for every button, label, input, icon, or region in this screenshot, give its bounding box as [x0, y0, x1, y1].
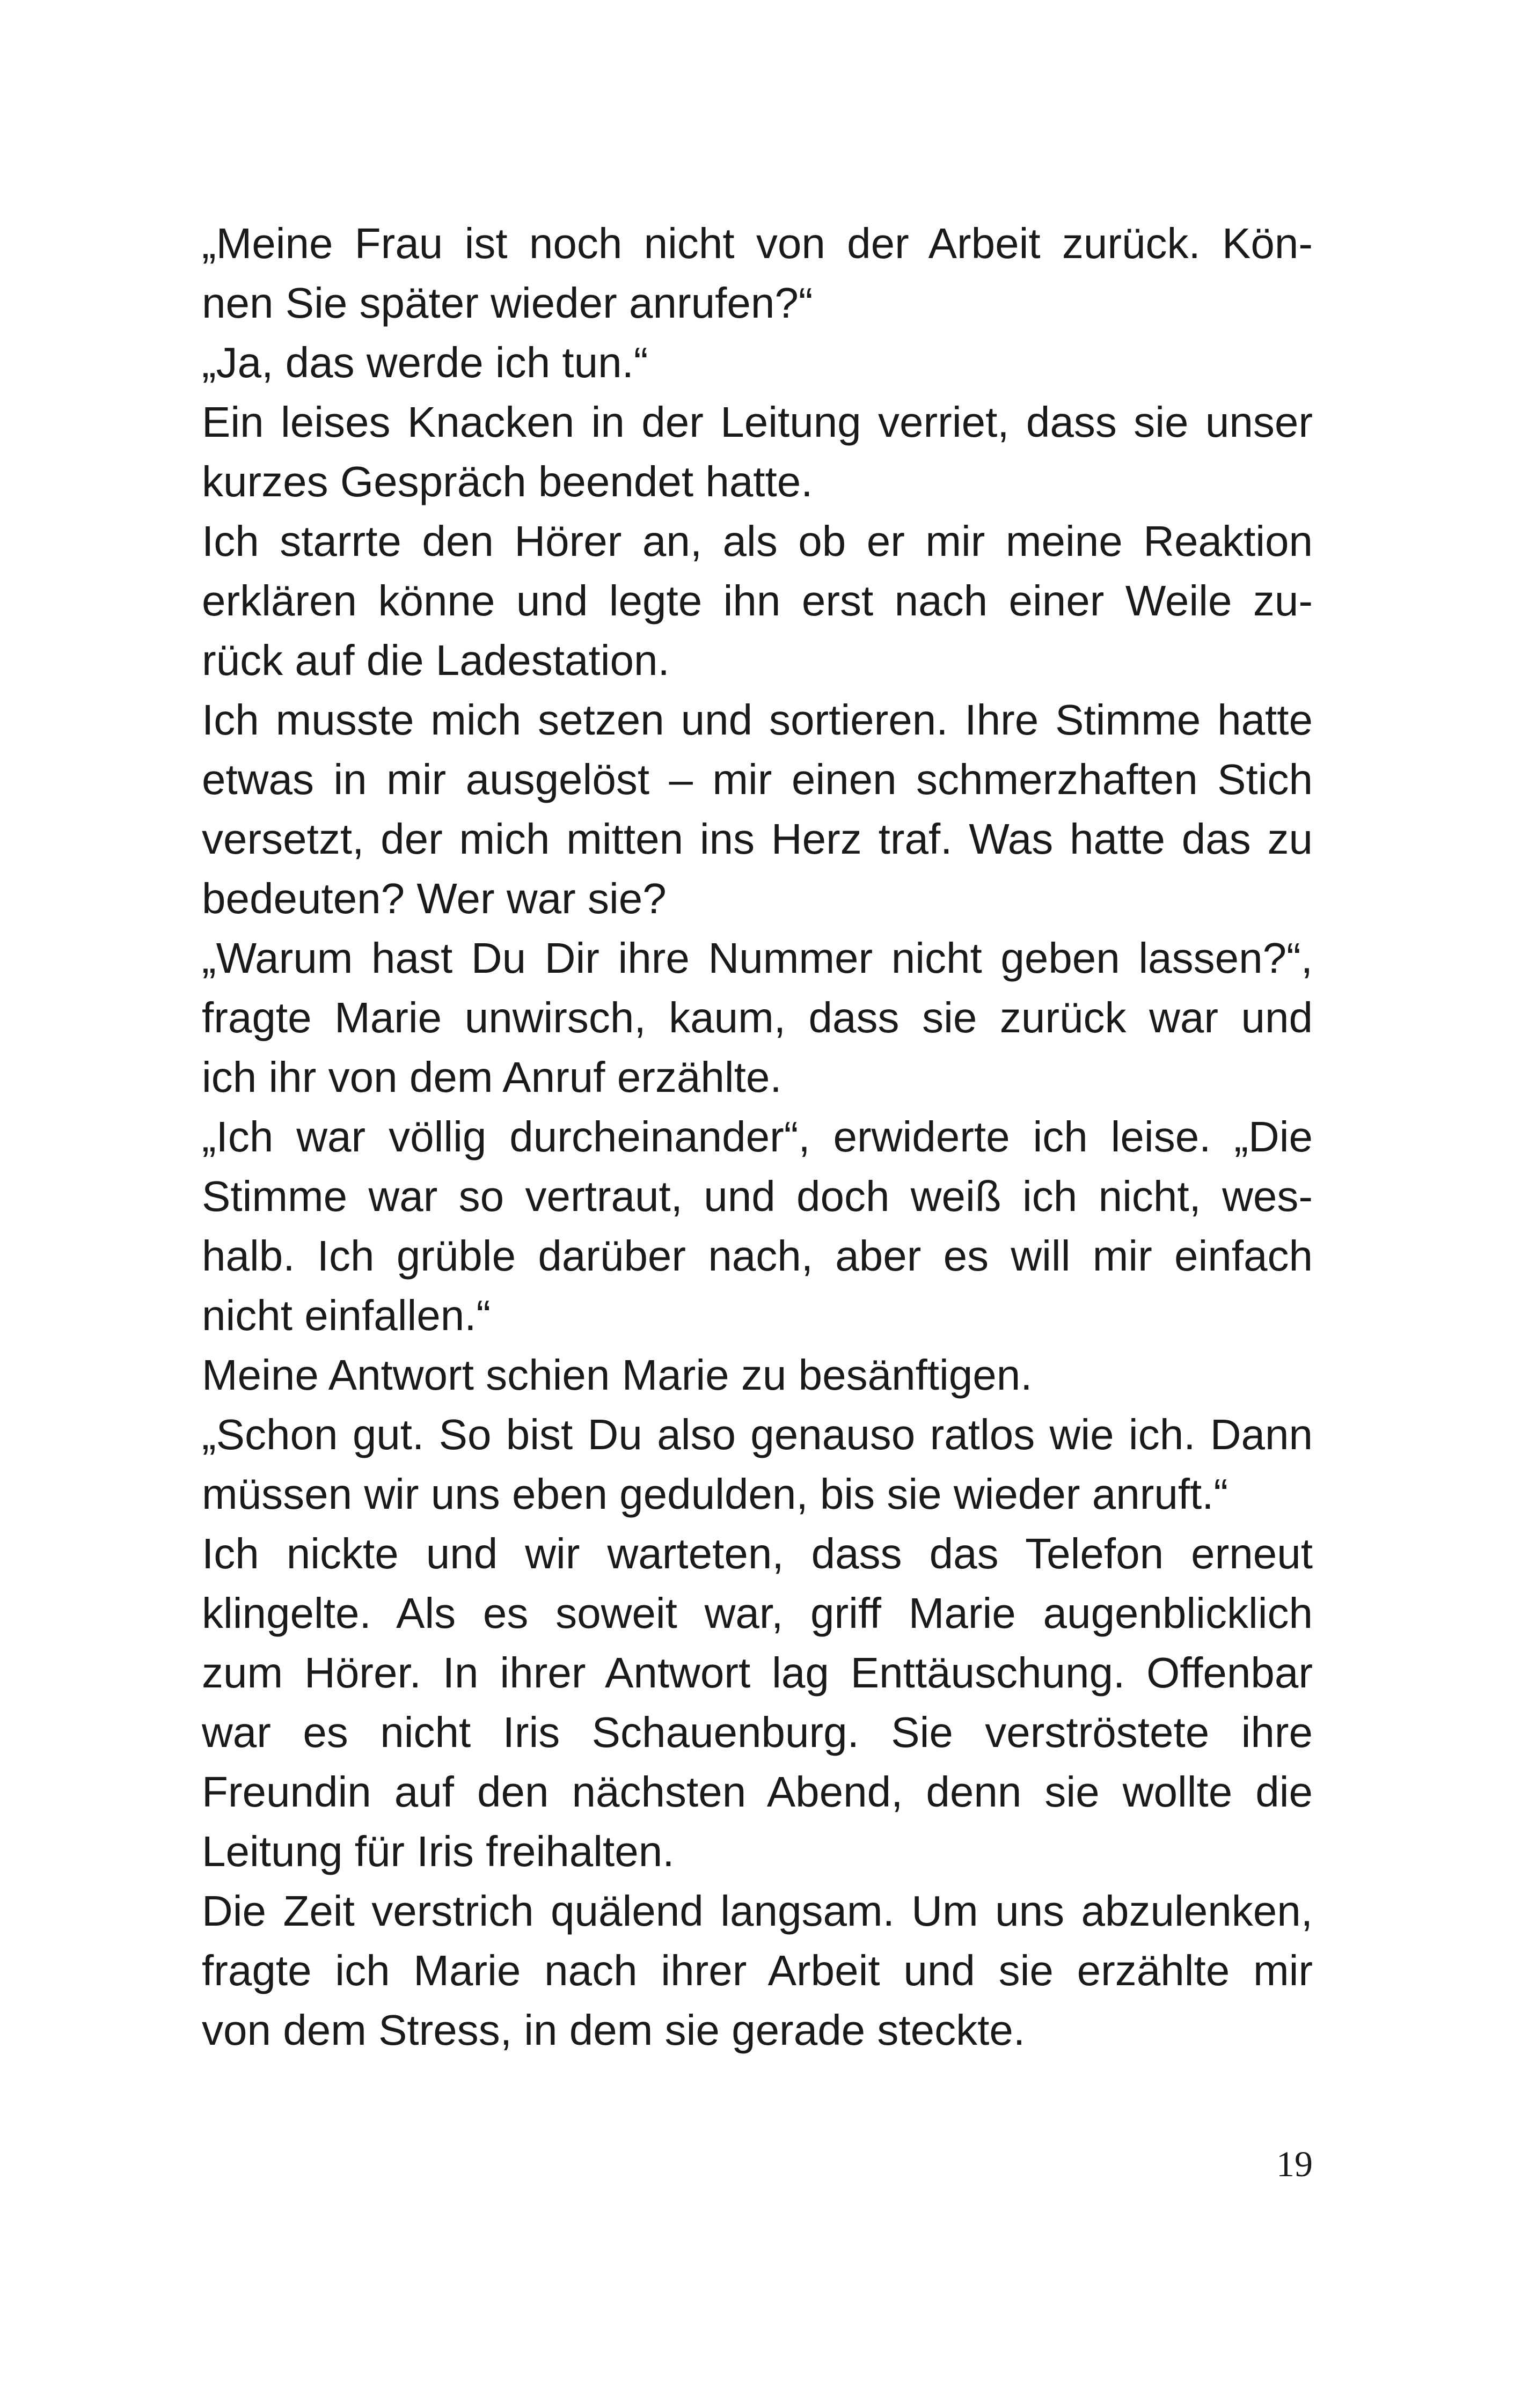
text-line: Leitung für Iris freihalten. — [202, 1827, 675, 1875]
text-line: Die Zeit verstrich quälend langsam. Um uns abzulenken, — [202, 1887, 1313, 1935]
page-number: 19 — [1276, 2143, 1313, 2184]
body-text — [202, 214, 1313, 2060]
text-line: kurzes Gespräch beendet hatte. — [202, 458, 813, 505]
text-line: Freundin auf den nächsten Abend, denn sie wollte die — [202, 1768, 1313, 1816]
text-line: „Schon gut. So bist Du also genauso ratlos wie ich. Dann — [202, 1411, 1313, 1458]
text-line: Ich nickte und wir warteten, dass das Telefon erneut — [202, 1530, 1313, 1577]
text-line: nen Sie später wieder anrufen?“ — [202, 279, 813, 327]
text-line: nicht einfallen.“ — [202, 1291, 491, 1339]
text-line: „Ich war völlig durcheinander“, erwiderte ich leise. „Die — [202, 1113, 1313, 1161]
text-line: Ein leises Knacken in der Leitung verriet, dass sie unser — [202, 398, 1313, 446]
text-line: erklären könne und legte ihn erst nach einer Weile zu- — [202, 577, 1313, 625]
text-line: Meine Antwort schien Marie zu besänftigen. — [202, 1351, 1033, 1399]
text-line: zum Hörer. In ihrer Antwort lag Enttäuschung. Offenbar — [202, 1649, 1313, 1697]
text-line: war es nicht Iris Schauenburg. Sie verströstete ihre — [202, 1708, 1313, 1756]
text-line: rück auf die Ladestation. — [202, 636, 670, 684]
text-line: von dem Stress, in dem sie gerade steckte. — [202, 2006, 1026, 2054]
text-line: „Ja, das werde ich tun.“ — [202, 339, 648, 386]
text-line: versetzt, der mich mitten ins Herz traf. Was hatte das zu — [202, 815, 1313, 863]
text-line: ich ihr von dem Anruf erzählte. — [202, 1053, 782, 1101]
text-line: halb. Ich grüble darüber nach, aber es will mir einfach — [202, 1232, 1313, 1280]
text-line: klingelte. Als es soweit war, griff Marie augenblicklich — [202, 1589, 1313, 1637]
text-line: „Warum hast Du Dir ihre Nummer nicht geben lassen?“, — [202, 934, 1313, 982]
text-line: etwas in mir ausgelöst – mir einen schmerzhaften Stich — [202, 755, 1313, 803]
text-line: fragte Marie unwirsch, kaum, dass sie zurück war und — [202, 994, 1313, 1041]
text-line: müssen wir uns eben gedulden, bis sie wieder anruft.“ — [202, 1470, 1228, 1518]
text-line: Ich musste mich setzen und sortieren. Ihre Stimme hatte — [202, 696, 1313, 744]
text-line: bedeuten? Wer war sie? — [202, 875, 667, 922]
text-line: fragte ich Marie nach ihrer Arbeit und sie erzählte mir — [202, 1947, 1313, 1994]
text-line: Stimme war so vertraut, und doch weiß ich nicht, wes- — [202, 1172, 1313, 1220]
text-line: Ich starrte den Hörer an, als ob er mir meine Reaktion — [202, 517, 1313, 565]
text-line: „Meine Frau ist noch nicht von der Arbeit zurück. Kön- — [202, 219, 1313, 267]
